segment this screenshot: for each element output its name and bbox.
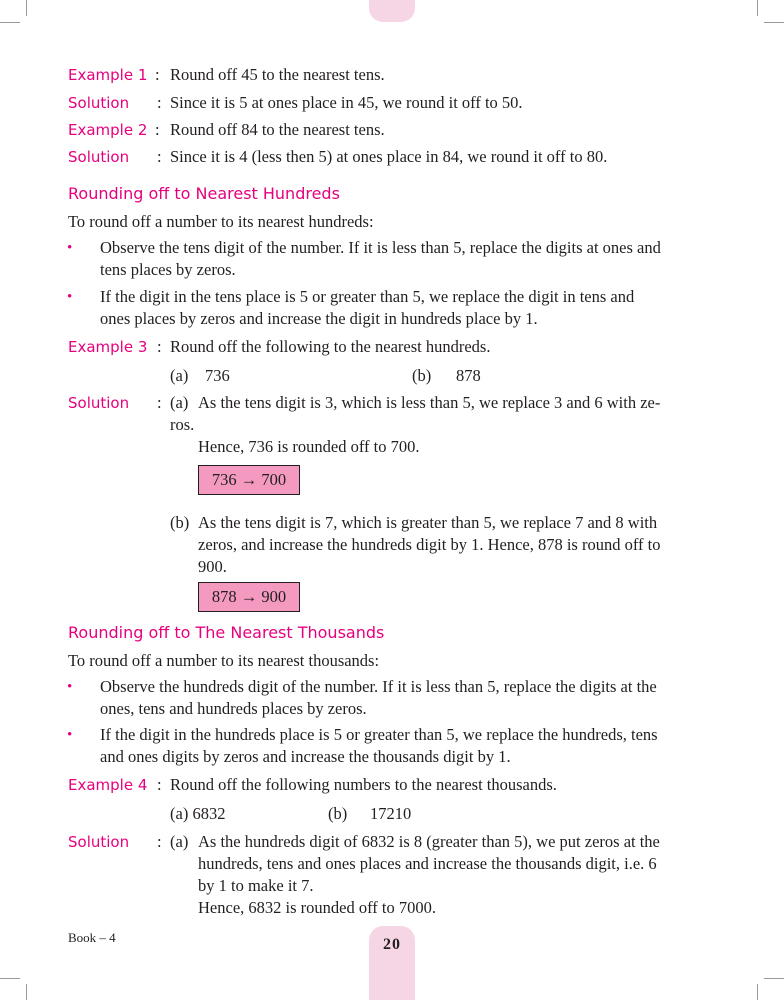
example-2-text: Round off 84 to the nearest tens. [170,120,385,139]
solution-2-text: Since it is 4 (less then 5) at ones place in 84, we round it off to 80. [170,147,608,166]
thousands-bullet-2-line-2: and ones digits by zeros and increase the thousands digit by 1. [100,747,511,766]
footer-book-label: Book – 4 [68,930,116,945]
thousands-bullet-2-line-1: If the digit in the hundreds place is 5 or greater than 5, we replace the hundreds, tens [100,725,658,744]
example-3-label: Example 3 [68,338,148,356]
crop-mark [26,984,27,1000]
hundreds-bullet-2-line-2: ones places by zeros and increase the digit in hundreds place by 1. [100,309,538,328]
hundreds-bullet-1-line-2: tens places by zeros. [100,260,236,279]
page-tab-top [369,0,415,22]
example-4-label: Example 4 [68,776,148,794]
bullet-icon: • [67,727,73,743]
thousands-bullet-1-line-1: Observe the hundreds digit of the number. If it is less than 5, replace the digits at the [100,677,657,696]
solution-3-label: Solution [68,394,130,412]
colon: : [157,337,162,356]
solution-1-text: Since it is 5 at ones place in 45, we round it off to 50. [170,93,523,112]
example-4-b-value: 17210 [370,804,412,823]
solution-4-a-marker: (a) [170,832,189,851]
crop-mark [764,978,784,979]
thousands-bullet-1-line-2: ones, tens and hundreds places by zeros. [100,699,367,718]
crop-mark [764,22,784,23]
example-3-text: Round off the following to the nearest hundreds. [170,337,491,356]
solution-3-a-line-2: ros. [170,415,195,434]
crop-mark [0,978,20,979]
colon: : [157,147,162,166]
hundreds-bullet-2-line-1: If the digit in the tens place is 5 or greater than 5, we replace the digit in tens and [100,287,635,306]
example-3-b-value: 878 [456,366,481,385]
solution-3-a-marker: (a) [170,393,189,412]
example-1-label: Example 1 [68,66,148,84]
section-heading-thousands: Rounding off to The Nearest Thousands [68,623,385,642]
crop-mark [757,984,758,1000]
bullet-icon: • [67,240,73,256]
result-box-736: 736 → 700 [198,465,300,495]
bullet-icon: • [67,679,73,695]
solution-3-b-line-3: 900. [198,557,227,576]
example-3-b-marker: (b) [412,366,432,385]
solution-4-label: Solution [68,833,130,851]
example-4-a: (a) 6832 [170,804,226,823]
colon: : [157,93,162,112]
example-3-a-marker: (a) [170,366,189,385]
page-number: 20 [383,936,401,953]
hundreds-bullet-1-line-1: Observe the tens digit of the number. If it is less than 5, replace the digits at ones and [100,238,661,257]
example-4-b-marker: (b) [328,804,348,823]
colon: : [155,120,160,139]
solution-3-a-line-3: Hence, 736 is rounded off to 700. [198,437,420,456]
solution-3-a-line-1: As the tens digit is 3, which is less than 5, we replace 3 and 6 with ze- [198,393,661,412]
crop-mark [26,0,27,16]
result-box-878: 878 → 900 [198,582,300,612]
solution-3-b-marker: (b) [170,513,190,532]
section-heading-hundreds: Rounding off to Nearest Hundreds [68,184,340,203]
colon: : [157,832,162,851]
solution-3-b-line-2: zeros, and increase the hundreds digit by 1. Hence, 878 is round off to [198,535,661,554]
crop-mark [757,0,758,16]
solution-1-label: Solution [68,94,130,112]
solution-4-a-line-2: hundreds, tens and ones places and increase the thousands digit, i.e. 6 [198,854,657,873]
example-3-a-value: 736 [205,366,230,385]
colon: : [155,65,160,84]
hundreds-intro: To round off a number to its nearest hundreds: [68,212,374,231]
solution-4-a-line-4: Hence, 6832 is rounded off to 7000. [198,898,436,917]
solution-2-label: Solution [68,148,130,166]
bullet-icon: • [67,289,73,305]
solution-4-a-line-1: As the hundreds digit of 6832 is 8 (greater than 5), we put zeros at the [198,832,660,851]
crop-mark [0,22,20,23]
example-2-label: Example 2 [68,121,148,139]
colon: : [157,393,162,412]
solution-3-b-line-1: As the tens digit is 7, which is greater than 5, we replace 7 and 8 with [198,513,658,532]
thousands-intro: To round off a number to its nearest thousands: [68,651,380,670]
example-1-text: Round off 45 to the nearest tens. [170,65,385,84]
example-4-text: Round off the following numbers to the nearest thousands. [170,775,557,794]
colon: : [157,775,162,794]
solution-4-a-line-3: by 1 to make it 7. [198,876,314,895]
